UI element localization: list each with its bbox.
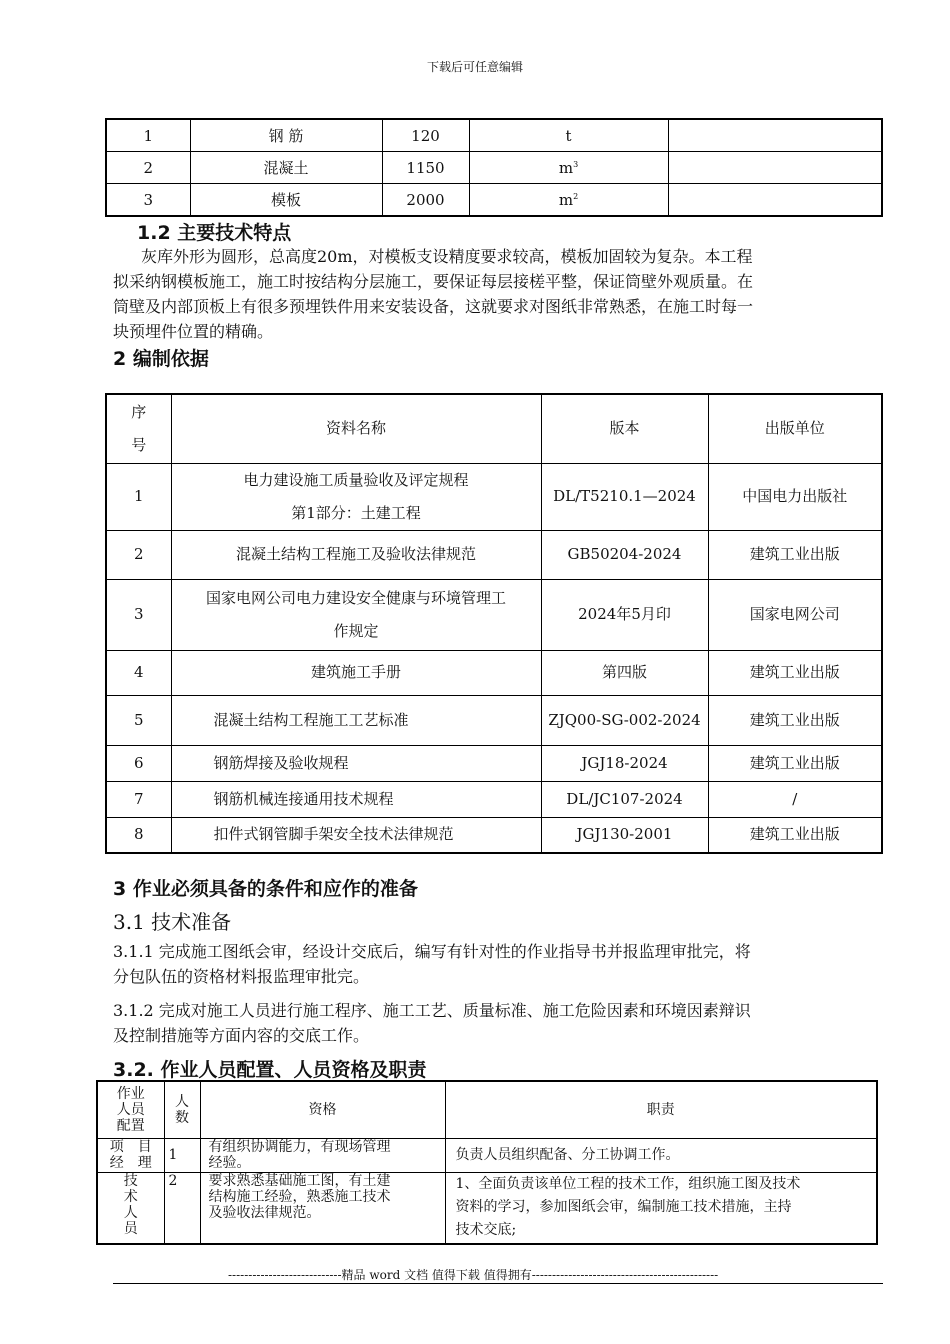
table-row bbox=[106, 695, 882, 745]
table-cell bbox=[97, 1172, 164, 1244]
section-title-2: 2 编制依据 bbox=[113, 348, 209, 370]
staffing-table bbox=[96, 1080, 878, 1245]
role-line: 术 bbox=[123, 1188, 138, 1205]
table-cell bbox=[97, 1138, 164, 1172]
table-cell: JGJ130-2001 bbox=[541, 817, 708, 853]
table-cell bbox=[668, 119, 882, 152]
header-cell: 资料名称 bbox=[171, 394, 541, 463]
references-table bbox=[105, 393, 883, 854]
table-cell: 8 bbox=[106, 817, 171, 853]
paragraph-line: 灰库外形为圆形，总高度20m，对模板支设精度要求较高，模板加固较为复杂。本工程 bbox=[141, 247, 753, 266]
table-cell: 建筑工业出版 bbox=[708, 745, 882, 781]
duty-line: 资料的学习，参加图纸会审，编制施工技术措施，主持 bbox=[455, 1198, 792, 1215]
role-line: 员 bbox=[123, 1220, 138, 1237]
section-3-1-1 bbox=[113, 939, 883, 989]
table-cell: 第四版 bbox=[541, 650, 708, 695]
table-row bbox=[106, 745, 882, 781]
doc-name: 电力建设施工质量验收及评定规程 bbox=[243, 470, 469, 489]
table-cell bbox=[171, 463, 541, 530]
table-cell: GB50204-2024 bbox=[541, 530, 708, 579]
paragraph-line: 拟采纳钢模板施工，施工时按结构分层施工，要保证每层接槎平整，保证筒壁外观质量。在 bbox=[113, 272, 754, 291]
table-cell: 120 bbox=[382, 119, 469, 152]
paragraph-line: 分包队伍的资格材料报监理审批完。 bbox=[113, 967, 370, 986]
doc-name-cont: 第1部分：土建工程 bbox=[291, 503, 421, 522]
unit: m bbox=[558, 158, 574, 177]
table-cell: 7 bbox=[106, 781, 171, 817]
doc-name-cont: 作规定 bbox=[333, 621, 379, 640]
materials-table bbox=[105, 118, 883, 217]
header-no-2: 号 bbox=[131, 435, 147, 454]
table-row bbox=[106, 530, 882, 579]
header-count-1: 人 bbox=[175, 1093, 189, 1110]
footer-rule bbox=[113, 1283, 883, 1284]
paragraph-line: 及控制措施等方面内容的交底工作。 bbox=[113, 1026, 370, 1045]
duty-line: 技术交底; bbox=[455, 1221, 517, 1238]
table-cell: 建筑工业出版 bbox=[708, 817, 882, 853]
table-row bbox=[106, 184, 882, 217]
table-cell: ZJQ00-SG-002-2024 bbox=[541, 695, 708, 745]
qual-line: 有组织协调能力，有现场管理 bbox=[208, 1138, 391, 1155]
section-title-1-2: 1.2 主要技术特点 bbox=[137, 222, 292, 244]
header-cell: 职责 bbox=[445, 1081, 877, 1138]
qual-line: 经验。 bbox=[208, 1154, 251, 1171]
section-1-2-body bbox=[113, 244, 883, 344]
table-cell: 钢筋机械连接通用技术规程 bbox=[171, 781, 541, 817]
duty-line: 1、全面负责该单位工程的技术工作，组织施工图及技术 bbox=[455, 1175, 801, 1192]
header-role-1: 作业 bbox=[116, 1085, 145, 1102]
table-cell bbox=[445, 1172, 877, 1244]
table-row bbox=[106, 650, 882, 695]
table-cell: 混凝土结构工程施工工艺标准 bbox=[171, 695, 541, 745]
table-cell bbox=[469, 184, 668, 217]
role-line: 人 bbox=[123, 1204, 138, 1221]
header-role-3: 配置 bbox=[116, 1117, 145, 1134]
table-cell bbox=[171, 579, 541, 650]
section-title-3-1: 3.1 技术准备 bbox=[113, 910, 232, 934]
section-title-3: 3 作业必须具备的条件和应作的准备 bbox=[113, 878, 418, 900]
table-cell bbox=[668, 184, 882, 217]
unit-exponent: 2 bbox=[573, 191, 579, 201]
table-cell: 2 bbox=[106, 152, 190, 184]
header-cell: 版本 bbox=[541, 394, 708, 463]
table-row bbox=[97, 1172, 877, 1244]
header-no-1: 序 bbox=[131, 402, 147, 421]
table-cell: 建筑工业出版 bbox=[708, 650, 882, 695]
table-cell: JGJ18-2024 bbox=[541, 745, 708, 781]
table-cell: 钢筋焊接及验收规程 bbox=[171, 745, 541, 781]
section-3-1-2 bbox=[113, 998, 883, 1048]
table-row bbox=[106, 579, 882, 650]
table-cell: 3 bbox=[106, 184, 190, 217]
table-cell: 建筑工业出版 bbox=[708, 695, 882, 745]
unit: m bbox=[558, 190, 574, 209]
table-row bbox=[106, 463, 882, 530]
table-row bbox=[106, 781, 882, 817]
table-cell: 5 bbox=[106, 695, 171, 745]
table-cell: 1 bbox=[164, 1138, 200, 1172]
table-cell bbox=[200, 1138, 445, 1172]
table-cell: 2 bbox=[164, 1172, 200, 1244]
paragraph-line: 3.1.1 完成施工图纸会审，经设计交底后，编写有针对性的作业指导书并报监理审批完，将 bbox=[113, 942, 751, 961]
table-cell: 建筑施工手册 bbox=[171, 650, 541, 695]
table-cell: 扣件式钢管脚手架安全技术法律规范 bbox=[171, 817, 541, 853]
role-line: 经 理 bbox=[109, 1154, 152, 1171]
section-title-3-2: 3.2. 作业人员配置、人员资格及职责 bbox=[113, 1059, 427, 1081]
header-count-2: 数 bbox=[175, 1109, 189, 1126]
qual-line: 结构施工经验，熟悉施工技术 bbox=[208, 1188, 391, 1205]
table-cell: 混凝土 bbox=[190, 152, 382, 184]
role-line: 技 bbox=[123, 1172, 138, 1189]
paragraph-line: 3.1.2 完成对施工人员进行施工程序、施工工艺、质量标准、施工危险因素和环境因素辩识 bbox=[113, 1001, 751, 1020]
table-cell: DL/JC107-2024 bbox=[541, 781, 708, 817]
paragraph-line: 筒壁及内部顶板上有很多预埋铁件用来安装设备，这就要求对图纸非常熟悉，在施工时每一 bbox=[113, 297, 754, 316]
table-cell: 4 bbox=[106, 650, 171, 695]
table-row bbox=[106, 119, 882, 152]
table-cell: 中国电力出版社 bbox=[708, 463, 882, 530]
table-cell: 2 bbox=[106, 530, 171, 579]
table-cell: 钢 筋 bbox=[190, 119, 382, 152]
table-cell: 模板 bbox=[190, 184, 382, 217]
table-header-row bbox=[106, 394, 882, 463]
doc-name: 国家电网公司电力建设安全健康与环境管理工 bbox=[205, 588, 506, 607]
table-cell bbox=[469, 152, 668, 184]
footer-text: ----------------------------精品 word 文档 值得下载 值得拥有---------------------------------------------- bbox=[228, 1268, 719, 1282]
header-cell bbox=[164, 1081, 200, 1138]
header-cell: 资格 bbox=[200, 1081, 445, 1138]
table-cell bbox=[668, 152, 882, 184]
table-cell: 混凝土结构工程施工及验收法律规范 bbox=[171, 530, 541, 579]
qual-line: 要求熟悉基础施工图，有土建 bbox=[208, 1172, 391, 1189]
table-cell: 负责人员组织配备、分工协调工作。 bbox=[445, 1138, 877, 1172]
paragraph-line: 块预埋件位置的精确。 bbox=[113, 322, 274, 341]
table-cell: 3 bbox=[106, 579, 171, 650]
table-cell: t bbox=[469, 119, 668, 152]
table-cell: 6 bbox=[106, 745, 171, 781]
table-cell bbox=[200, 1172, 445, 1244]
unit-exponent: 3 bbox=[573, 159, 579, 169]
table-cell: 1 bbox=[106, 463, 171, 530]
table-cell: 建筑工业出版 bbox=[708, 530, 882, 579]
table-cell: 2024年5月印 bbox=[541, 579, 708, 650]
header-cell bbox=[106, 394, 171, 463]
table-row bbox=[106, 152, 882, 184]
qual-line: 及验收法律规范。 bbox=[208, 1204, 321, 1221]
table-header-row bbox=[97, 1081, 877, 1138]
header-note: 下载后可任意编辑 bbox=[426, 60, 523, 74]
header-cell bbox=[97, 1081, 164, 1138]
role-line: 项 目 bbox=[109, 1138, 152, 1155]
header-cell: 出版单位 bbox=[708, 394, 882, 463]
table-row bbox=[106, 817, 882, 853]
table-row bbox=[97, 1138, 877, 1172]
header-role-2: 人员 bbox=[116, 1101, 145, 1118]
table-cell: 国家电网公司 bbox=[708, 579, 882, 650]
table-cell: / bbox=[708, 781, 882, 817]
table-cell: 2000 bbox=[382, 184, 469, 217]
table-cell: 1 bbox=[106, 119, 190, 152]
table-cell: DL/T5210.1—2024 bbox=[541, 463, 708, 530]
table-cell: 1150 bbox=[382, 152, 469, 184]
